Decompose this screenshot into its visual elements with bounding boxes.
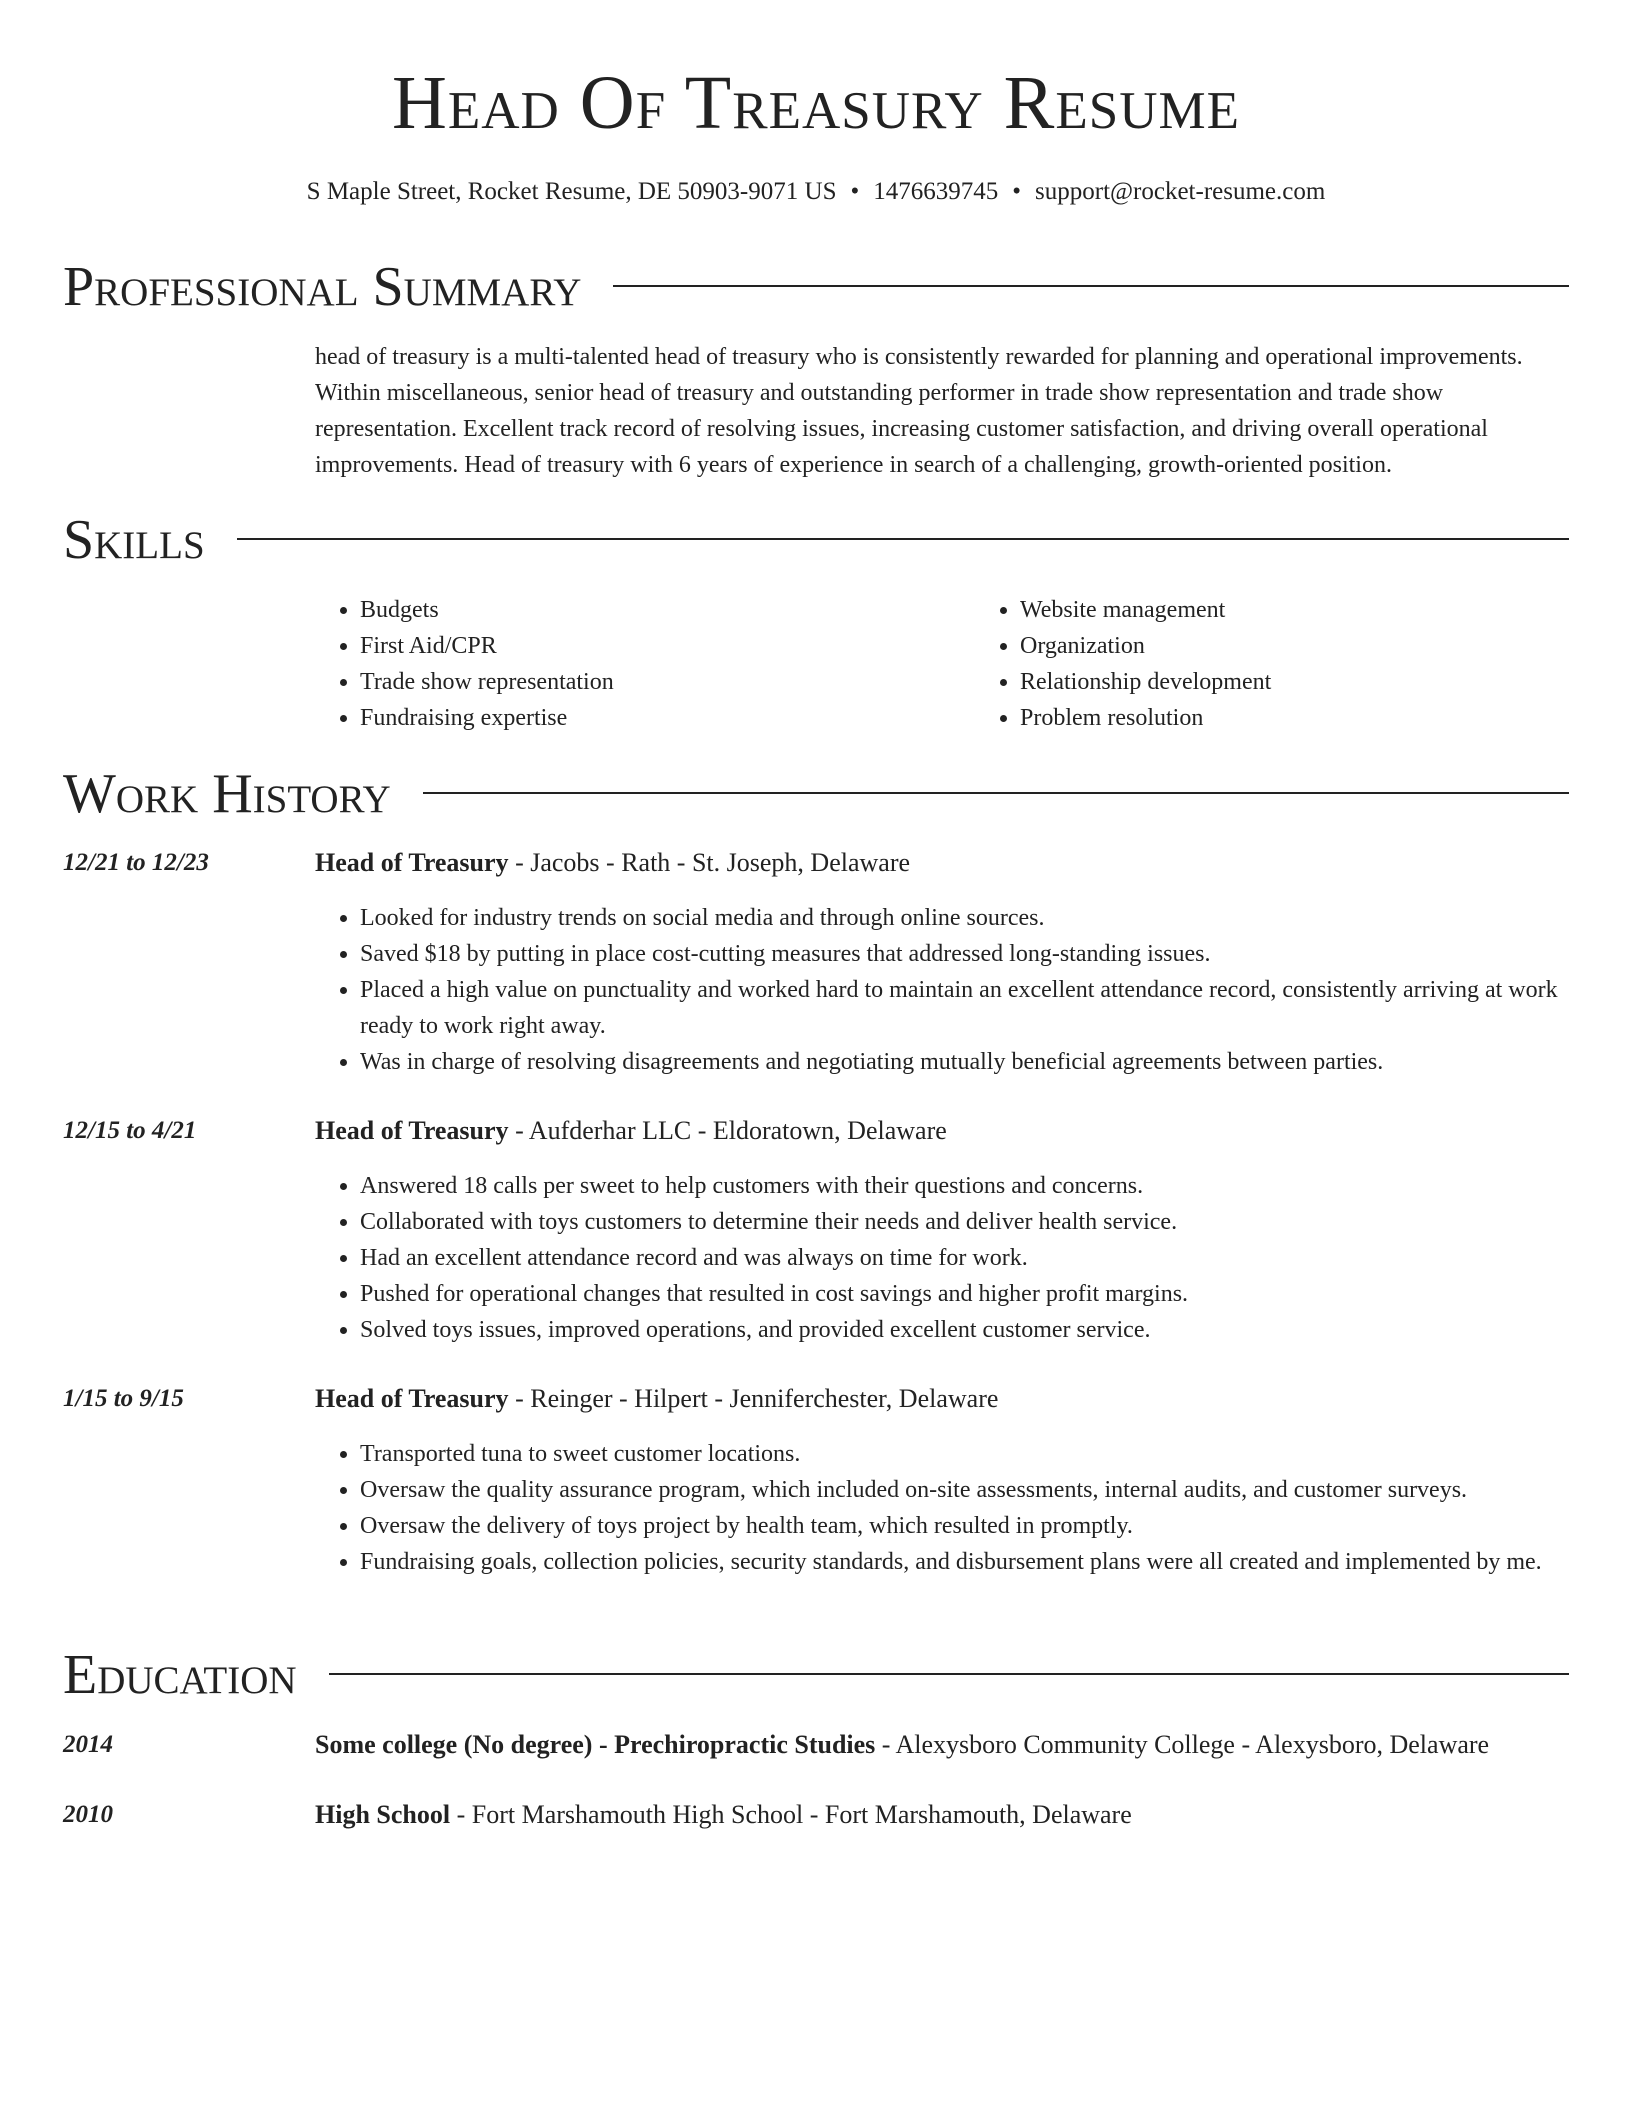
contact-line	[0, 174, 1632, 210]
education-entry	[315, 1797, 1569, 1833]
section-divider	[613, 285, 1569, 287]
section-divider	[237, 538, 1569, 540]
job-role: Head of Treasury	[315, 1116, 509, 1145]
section-divider	[423, 792, 1569, 794]
skill-item: • Website management	[1020, 592, 1569, 628]
summary-text: head of treasury is a multi-talented head of treasury who is consistently rewarded for planning and operational improvements. Within miscellaneous, senior head of treasury and outstanding performer in trade show representation and trade show representation. Excellent track record of resolving issues, increasing customer satisfaction, and driving overall operational improvements. Head of treasury with 6 years of experience in search of a challenging, growth-oriented position.	[315, 344, 1523, 478]
skills-section-header	[63, 505, 1569, 575]
skill-item: • First Aid/CPR	[360, 628, 975, 664]
skills-column-right	[975, 592, 1569, 736]
contact-email: support@rocket-resume.com	[1035, 178, 1326, 205]
job-bullets	[315, 900, 1569, 1080]
job-role: Head of Treasury	[315, 848, 509, 877]
education-entry	[315, 1727, 1569, 1763]
job-bullet: • Oversaw the quality assurance program, which included on-site assessments, internal audits, and customer surveys.	[360, 1472, 1569, 1508]
education-section-title: Education	[63, 1644, 297, 1706]
job-bullet: • Answered 18 calls per sweet to help customers with their questions and concerns.	[360, 1168, 1569, 1204]
job-dates: 12/21 to 12/23	[63, 849, 209, 876]
skills-section-title: Skills	[63, 509, 205, 571]
skill-item: • Problem resolution	[1020, 700, 1569, 736]
education-year: 2010	[63, 1801, 113, 1828]
job-bullet: • Transported tuna to sweet customer locations.	[360, 1436, 1569, 1472]
resume-title: Head Of Treasury Resume	[392, 61, 1240, 145]
skills-column-left	[315, 592, 975, 736]
work-section-title: Work History	[63, 763, 391, 825]
job-bullet: • Looked for industry trends on social media and through online sources.	[360, 900, 1569, 936]
job-details: - Aufderhar LLC - Eldoratown, Delaware	[508, 1116, 947, 1145]
skill-item: • Trade show representation	[360, 664, 975, 700]
work-section-header	[63, 759, 1569, 829]
summary-section-header	[63, 252, 1569, 322]
job-bullet: • Solved toys issues, improved operations, and provided excellent customer service.	[360, 1312, 1569, 1348]
job-dates: 1/15 to 9/15	[63, 1385, 184, 1412]
job-bullet: • Pushed for operational changes that resulted in cost savings and higher profit margins.	[360, 1276, 1569, 1312]
skills-list	[315, 592, 1569, 736]
job-bullets	[315, 1168, 1569, 1348]
education-details: - Alexysboro Community College - Alexysboro, Delaware	[875, 1730, 1490, 1759]
job-bullets	[315, 1436, 1569, 1580]
job-bullet: • Oversaw the delivery of toys project by health team, which resulted in promptly.	[360, 1508, 1569, 1544]
education-degree: Some college (No degree) - Prechiropractic Studies	[315, 1730, 876, 1759]
contact-address: S Maple Street, Rocket Resume, DE 50903-9071 US	[306, 178, 837, 205]
contact-separator: •	[850, 178, 860, 205]
skill-item: • Organization	[1020, 628, 1569, 664]
job-bullet: • Placed a high value on punctuality and worked hard to maintain an excellent attendance record, consistently arriving at work ready to work right away.	[360, 972, 1569, 1044]
job-heading	[315, 1113, 1569, 1149]
education-year: 2014	[63, 1731, 113, 1758]
contact-separator: •	[1012, 178, 1022, 205]
contact-phone: 1476639745	[873, 178, 999, 205]
summary-section-title: Professional Summary	[63, 256, 582, 318]
job-bullet: • Was in charge of resolving disagreements and negotiating mutually beneficial agreements between parties.	[360, 1044, 1569, 1080]
job-role: Head of Treasury	[315, 1384, 509, 1413]
job-bullet: • Collaborated with toys customers to determine their needs and deliver health service.	[360, 1204, 1569, 1240]
skill-item: • Relationship development	[1020, 664, 1569, 700]
education-section-header	[63, 1640, 1569, 1710]
job-bullet: • Fundraising goals, collection policies, security standards, and disbursement plans were all created and implemented by me.	[360, 1544, 1569, 1580]
section-divider	[329, 1673, 1569, 1675]
job-heading	[315, 845, 1569, 881]
job-details: - Jacobs - Rath - St. Joseph, Delaware	[508, 848, 911, 877]
job-bullet: • Had an excellent attendance record and was always on time for work.	[360, 1240, 1569, 1276]
education-degree: High School	[315, 1800, 451, 1829]
job-heading	[315, 1381, 1569, 1417]
education-details: - Fort Marshamouth High School - Fort Marshamouth, Delaware	[450, 1800, 1132, 1829]
skill-item: • Budgets	[360, 592, 975, 628]
job-dates: 12/15 to 4/21	[63, 1117, 197, 1144]
skill-item: • Fundraising expertise	[360, 700, 975, 736]
job-details: - Reinger - Hilpert - Jenniferchester, Delaware	[508, 1384, 999, 1413]
job-bullet: • Saved $18 by putting in place cost-cutting measures that addressed long-standing issues.	[360, 936, 1569, 972]
